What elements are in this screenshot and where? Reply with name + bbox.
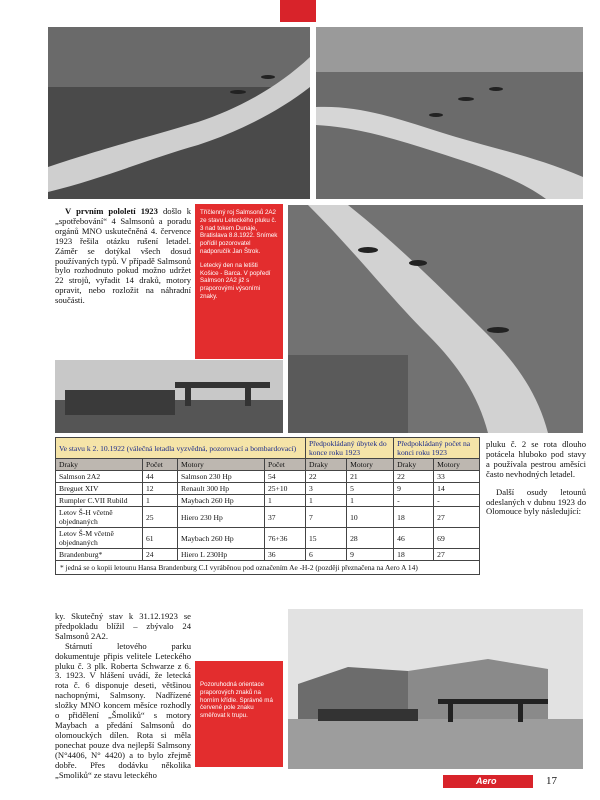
table-cell: 69 [434,528,480,549]
intro-text: došlo k „spotřebování“ 4 Salmsonů a poradu orgánů MNO uskutečněná 4. července 1923 řešila otázku rušení letadel. Záměr se dotýkal všech dosud používaných typů. V případě Salmsonů bylo rozhodnuto pokud možno udržet 22 strojů, vyřadit 14 draků, motory opravit, nebo rozložit na náhradní součásti. [55,206,191,306]
table-cell: 1 [143,495,178,507]
bottom-text-p2: Stárnutí letového parku dokumentuje připis velitele Leteckého pluku č. 3 plk. Roberta Schwarze z 6. 3. 1923. V hlášení uvádí, že letecká rota č. 6 disponuje deseti, většinou nachopnými, Salmsony. Nadřízené složky MNO koncem měsíce rozhodly o přidělení „Šmoliků“ s motory Maybach a předání Salmsonů do olomouckých dílen. Rota si měla ponechat pouze dva nejlepší Salmsony (N°4406, N° 4420) a to bylo zřejmě dobře. Přes dodávku několika „Smoliků“ ze stavu leteckého [55,640,191,780]
page-number: 17 [546,775,557,787]
red-caption-box [195,204,283,359]
table-cell: 6 [306,549,347,561]
table-cell: 76+36 [265,528,306,549]
table-header-loss: Předpokládaný úbytek do konce roku 1923 [306,438,394,459]
table-cell: Hiero L 230Hp [178,549,265,561]
table-cell: 12 [143,483,178,495]
table-cell: 25 [143,507,178,528]
table-cell: 1 [306,495,347,507]
table-subheader-cell: Motory [178,459,265,471]
table-cell: 10 [347,507,394,528]
footer-brand: Aero [476,776,497,786]
table-cell: 18 [394,507,434,528]
bottom-text-p1: ky. Skutečný stav k 31.12.1923 se předpokladu blížil – zbývalo 24 Salmsonů 2A2. [55,611,191,641]
table-cell: 5 [347,483,394,495]
table-cell: 54 [265,471,306,483]
table-cell: 22 [306,471,347,483]
table-cell: 3 [306,483,347,495]
right-column-text [486,440,586,517]
table-cell: 27 [434,507,480,528]
table-cell: 27 [434,549,480,561]
table-subheader-cell: Počet [265,459,306,471]
aircraft-status-table [55,437,480,575]
top-accent-tab [280,0,316,22]
table-cell: 7 [306,507,347,528]
table-cell: Hiero 230 Hp [178,507,265,528]
table-footnote: * jedná se o kopii letounu Hansa Brandenburg C.I vyráběnou pod označením Ae -H-2 (později přeznačena na Aero A 14) [56,561,480,575]
table-subheader-cell: Motory [434,459,480,471]
aerial-photo-formation [288,205,583,433]
table-cell: 18 [394,549,434,561]
photo-air-day-kosice [55,360,283,433]
aerial-photo-danube-left [48,27,310,199]
table-row [56,483,480,495]
caption-paragraph-1: Tříčlenný roj Salmsonů 2A2 ze stavu Leteckého pluku č. 3 nad tokem Dunaje, Bratislava 8.8.1922. Snímek pořídil pozorovatel nadporučík Jan Štrok. [200,209,278,255]
table-cell: 9 [347,549,394,561]
table-cell: Salmson 230 Hp [178,471,265,483]
table-subheader-cell: Motory [347,459,394,471]
table-cell: 37 [265,507,306,528]
right-column-p1: pluku č. 2 se rota dlouho potácela hluboko pod stavy a používala pestrou aměsíci často nevhodných letadel. [486,439,586,479]
table-cell: Breguet XIV [56,483,143,495]
table-row [56,549,480,561]
red-caption-box-2 [195,661,283,767]
intro-paragraph [55,207,191,306]
table-header-status: Ve stavu k 2. 10.1922 (válečná letadla vyzvědná, pozorovací a bombardovací) [56,438,306,459]
caption-2-text: Pozoruhodná orientace praporových znaků na horním křídle. Správně má červené pole znaku směřovat k trupu. [200,681,273,720]
right-column-p2: Další osudy letounů odeslaných v dubnu 1923 do Olomouce byly následující: [486,486,586,517]
table-subheader-cell: Počet [143,459,178,471]
photo-hangars-airfield [288,609,583,769]
table-row [56,471,480,483]
table-cell: Letov Š-H včetně objednaných [56,507,143,528]
table-cell: Brandenburg* [56,549,143,561]
table-subheader-cell: Draky [56,459,143,471]
table-row [56,507,480,528]
table-cell: 9 [394,483,434,495]
table-cell: Maybach 260 Hp [178,495,265,507]
table-cell: 22 [394,471,434,483]
table-cell: - [394,495,434,507]
table-header-expected: Předpokládaný počet na konci roku 1923 [394,438,480,459]
table-cell: Salmson 2A2 [56,471,143,483]
table-cell: 24 [143,549,178,561]
table-cell: Rumpler C.VII Rubild [56,495,143,507]
table-cell: Renault 300 Hp [178,483,265,495]
table-cell: 36 [265,549,306,561]
table-row [56,528,480,549]
table-cell: 28 [347,528,394,549]
table-cell: Letov Š-M včetně objednaných [56,528,143,549]
table-cell: 44 [143,471,178,483]
table-subheader-cell: Draky [306,459,347,471]
table-cell: 46 [394,528,434,549]
table-cell: 1 [265,495,306,507]
table-cell: 21 [347,471,394,483]
table-cell: 14 [434,483,480,495]
table-cell: 61 [143,528,178,549]
aerial-photo-danube-right [316,27,583,199]
table-cell: - [434,495,480,507]
table-row [56,495,480,507]
table-cell: 33 [434,471,480,483]
table-cell: 25+10 [265,483,306,495]
bottom-text [55,612,191,780]
table-cell: 1 [347,495,394,507]
table-cell: Maybach 260 Hp [178,528,265,549]
caption-paragraph-2: Letecký den na letišti Košice - Barca. V popředí Salmson 2A2 již s praporovými výsoními znaky. [200,261,271,300]
table-cell: 15 [306,528,347,549]
intro-lead: V prvním pololetí 1923 [65,206,158,216]
table-subheader-cell: Draky [394,459,434,471]
